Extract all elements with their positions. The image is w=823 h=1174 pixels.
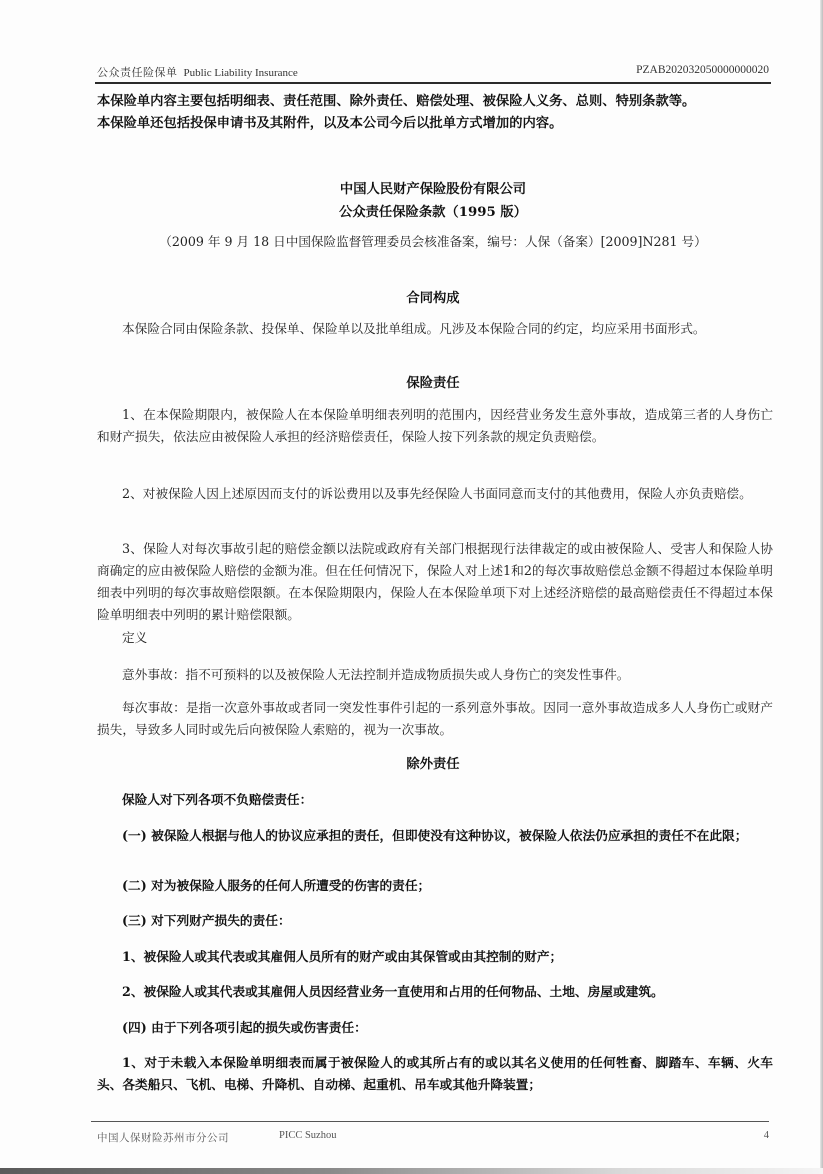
page-number: 4 bbox=[763, 1130, 769, 1141]
definition-label: 定义 bbox=[122, 630, 148, 645]
contract-paragraph: 本保险合同由保险条款、投保单、保险单以及批单组成。凡涉及本保险合同的约定，均应采用书面形式。 bbox=[122, 321, 706, 336]
exclusions-lead: 保险人对下列各项不负赔偿责任： bbox=[122, 792, 313, 807]
section-title-exclusions: 除外责任 bbox=[406, 757, 460, 772]
clause-title: 公众责任保险条款（1995 版） bbox=[339, 205, 527, 220]
header-title-cn: 公众责任险保单 bbox=[97, 67, 178, 79]
exclusion-item-4-1: 1、对于未载入本保险单明细表而属于被保险人的或其所占有的或以其名义使用的任何牲畜、脚踏车、车辆、火车头、各类船只、飞机、电梯、升降机、自动梯、起重机、吊车或其他升降装置； bbox=[97, 1055, 773, 1092]
coverage-item-3: 3、保险人对每次事故引起的赔偿金额以法院或政府有关部门根据现行法律裁定的或由被保险人、受害人和保险人协商确定的应由被保险人赔偿的金额为准。但在任何情况下，保险人对上述1和2的每次事故赔偿总金额不得超过本保险单明细表中列明的每次事故赔偿限额。在本保险期限内，保险人在本保险单项下对上述经济赔偿的最高赔偿责任不得超过本保险单明细表中列明的累计赔偿限额。 bbox=[97, 541, 773, 622]
section-title-contract: 合同构成 bbox=[406, 291, 460, 306]
scan-bottom-edge bbox=[0, 1168, 823, 1174]
exclusion-item-3: (三) 对下列财产损失的责任： bbox=[122, 913, 291, 928]
company-title: 中国人民财产保险股份有限公司 bbox=[339, 182, 527, 197]
coverage-item-1: 1、在本保险期限内，被保险人在本保险单明细表列明的范围内，因经营业务发生意外事故，造成第三者的人身伤亡和财产损失，依法应由被保险人承担的经济赔偿责任，保险人按下列条款的规定负责赔偿。 bbox=[97, 407, 773, 444]
exclusion-item-1: (一) 被保险人根据与他人的协议应承担的责任，但即使没有这种协议，被保险人依法仍应承担的责任不在此限； bbox=[122, 828, 748, 843]
exclusion-item-4: (四) 由于下列各项引起的损失或伤害责任： bbox=[122, 1020, 367, 1035]
definition-each-accident: 每次事故：是指一次意外事故或者同一突发性事件引起的一系列意外事故。因同一意外事故造成多人人身伤亡或财产损失，导致多人同时或先后向被保险人索赔的，视为一次事故。 bbox=[97, 700, 773, 737]
header-title bbox=[97, 64, 298, 80]
intro-block bbox=[97, 91, 777, 135]
coverage-item-2: 2、对被保险人因上述原因而支付的诉讼费用以及事先经保险人书面同意而支付的其他费用，保险人亦负责赔偿。 bbox=[122, 486, 752, 501]
intro-line-2: 本保险单还包括投保申请书及其附件，以及本公司今后以批单方式增加的内容。 bbox=[97, 116, 563, 131]
footer-divider bbox=[91, 1121, 769, 1122]
section-title-coverage: 保险责任 bbox=[406, 376, 460, 391]
filing-note: （2009 年 9 月 18 日中国保险监督管理委员会核准备案，编号：人保（备案）[2009]N281 号） bbox=[159, 234, 707, 249]
header-title-en: Public Liability Insurance bbox=[183, 67, 298, 79]
definition-accident: 意外事故：指不可预料的以及被保险人无法控制并造成物质损失或人身伤亡的突发性事件。 bbox=[122, 667, 630, 682]
footer-company-en: PICC Suzhou bbox=[279, 1130, 337, 1141]
header-divider bbox=[95, 82, 771, 84]
page-header bbox=[97, 62, 769, 80]
policy-number: PZAB202032050000000020 bbox=[636, 64, 769, 76]
exclusion-item-2: (二) 对为被保险人服务的任何人所遭受的伤害的责任； bbox=[122, 878, 431, 893]
footer-company-cn: 中国人保财险苏州市分公司 bbox=[97, 1133, 229, 1144]
exclusion-item-3-1: 1、被保险人或其代表或其雇佣人员所有的财产或由其保管或由其控制的财产； bbox=[122, 949, 563, 964]
intro-line-1: 本保险单内容主要包括明细表、责任范围、除外责任、赔偿处理、被保险人义务、总则、特别条款等。 bbox=[97, 94, 696, 109]
exclusion-item-3-2: 2、被保险人或其代表或其雇佣人员因经营业务一直使用和占用的任何物品、土地、房屋或建筑。 bbox=[122, 984, 664, 999]
